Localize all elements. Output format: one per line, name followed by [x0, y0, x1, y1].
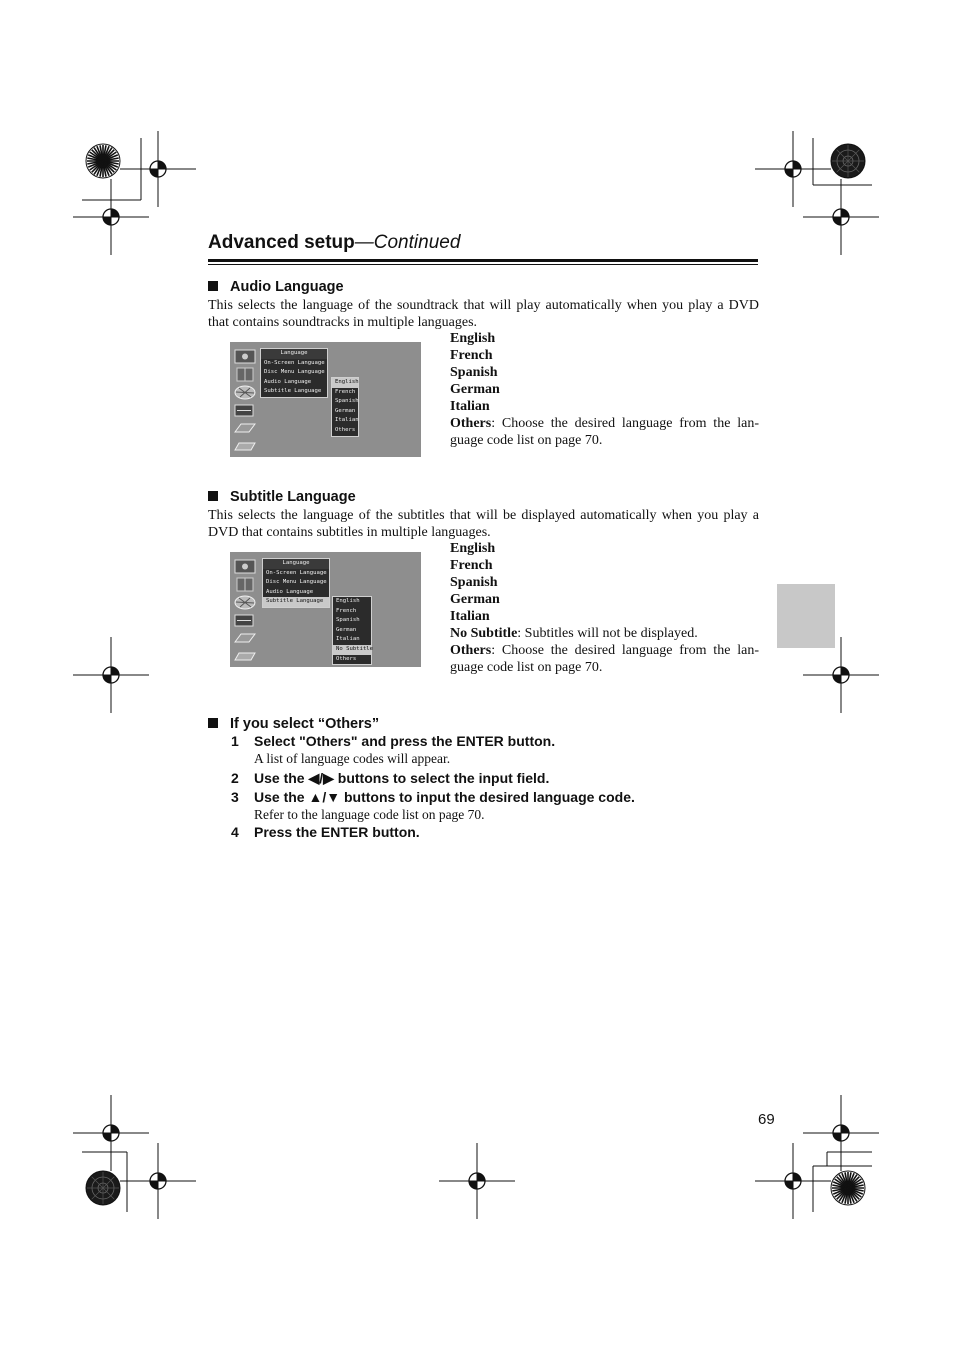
option-no-subtitle[interactable]: No Subtitle — [333, 645, 371, 655]
step-number: 4 — [231, 824, 239, 840]
no-subtitle-description: No Subtitle: Subtitles will not be displayed. — [450, 626, 698, 641]
option-italian[interactable]: Italian — [336, 636, 360, 643]
option-label: English — [450, 541, 496, 556]
screen-icon — [234, 613, 256, 628]
option-label: French — [450, 558, 493, 573]
continued-label: —Continued — [354, 232, 461, 253]
folder-icon — [234, 649, 256, 664]
audio-language-screenshot — [230, 342, 421, 457]
option-french[interactable]: French — [336, 607, 357, 614]
option-label: English — [450, 331, 496, 346]
option-label: Italian — [450, 609, 490, 624]
subtitle-language-screenshot — [230, 552, 421, 667]
option-label: German — [450, 382, 500, 397]
menu-item-on-screen-language[interactable]: On-Screen Language — [264, 359, 325, 366]
menu-item-disc-menu-language[interactable]: Disc Menu Language — [264, 369, 325, 376]
step-number: 1 — [231, 733, 239, 749]
audio-language-options — [450, 330, 759, 449]
language-menu — [262, 558, 330, 608]
keyboard-icon — [234, 631, 256, 646]
option-french[interactable]: French — [335, 388, 356, 395]
menu-item-audio-language[interactable]: Audio Language — [264, 378, 312, 385]
disc-icon — [234, 349, 256, 364]
book-icon — [234, 367, 256, 382]
globe-icon — [234, 385, 256, 400]
option-label: Spanish — [450, 575, 498, 590]
language-menu — [260, 348, 328, 398]
step-text: Press the ENTER button. — [254, 824, 420, 840]
globe-icon — [234, 595, 256, 610]
option-label: German — [450, 592, 500, 607]
step-note: Refer to the language code list on page 70. — [254, 807, 485, 822]
option-german[interactable]: German — [335, 407, 356, 414]
menu-title: Language — [263, 559, 329, 569]
option-spanish[interactable]: Spanish — [336, 617, 360, 624]
others-description: Others: Choose the desired language from the lan-guage code list on page 70. — [450, 416, 759, 448]
header-rule-thin — [208, 264, 758, 265]
menu-item-on-screen-language[interactable]: On-Screen Language — [266, 569, 327, 576]
audio-language-heading: Audio Language — [208, 279, 344, 295]
subtitle-language-heading: Subtitle Language — [208, 489, 356, 505]
option-italian[interactable]: Italian — [335, 417, 359, 424]
step-text: Use the ▲/▼ buttons to input the desired language code. — [254, 789, 635, 805]
step-number: 2 — [231, 770, 239, 786]
option-label: Spanish — [450, 365, 498, 380]
step-note: A list of language codes will appear. — [254, 751, 451, 766]
up-down-arrows-icon: ▲/▼ — [308, 789, 341, 805]
step-number: 3 — [231, 789, 239, 805]
disc-icon — [234, 559, 256, 574]
subtitle-language-options — [450, 540, 759, 676]
menu-item-subtitle-language[interactable]: Subtitle Language — [264, 388, 322, 395]
left-right-arrows-icon: ◀/▶ — [308, 770, 334, 786]
audio-language-options-menu — [331, 377, 359, 437]
keyboard-icon — [234, 421, 256, 436]
option-label: Italian — [450, 399, 490, 414]
subtitle-language-options-menu — [332, 596, 372, 665]
page-title: Advanced setup—Continued — [208, 232, 461, 253]
option-others[interactable]: Others — [335, 426, 356, 433]
others-heading: If you select “Others” — [208, 716, 379, 732]
menu-item-subtitle-language[interactable]: Subtitle Language — [263, 597, 329, 607]
menu-item-audio-language[interactable]: Audio Language — [266, 588, 314, 595]
menu-title: Language — [261, 349, 327, 359]
step-text: Select "Others" and press the ENTER button. — [254, 733, 556, 749]
header-rule — [208, 259, 758, 262]
option-english[interactable]: English — [332, 378, 358, 388]
option-english[interactable]: English — [336, 598, 360, 604]
section-tab — [777, 584, 835, 648]
others-description: Others: Choose the desired language from the lan-guage code list on page 70. — [450, 643, 759, 675]
folder-icon — [234, 439, 256, 454]
menu-item-disc-menu-language[interactable]: Disc Menu Language — [266, 579, 327, 586]
option-label: French — [450, 348, 493, 363]
screen-icon — [234, 403, 256, 418]
book-icon — [234, 577, 256, 592]
subtitle-language-intro: This selects the language of the subtitles that will be displayed automatically when you play a DVD that contains subtitles in multiple languages. — [208, 508, 759, 540]
page-number: 69 — [758, 1111, 775, 1128]
option-spanish[interactable]: Spanish — [335, 398, 359, 405]
step-text: Use the ◀/▶ buttons to select the input field. — [254, 770, 550, 786]
audio-language-intro: This selects the language of the soundtrack that will play automatically when you play a DVD that contains soundtracks in multiple languages. — [208, 298, 759, 330]
option-german[interactable]: German — [336, 626, 357, 633]
option-others[interactable]: Others — [336, 655, 357, 662]
